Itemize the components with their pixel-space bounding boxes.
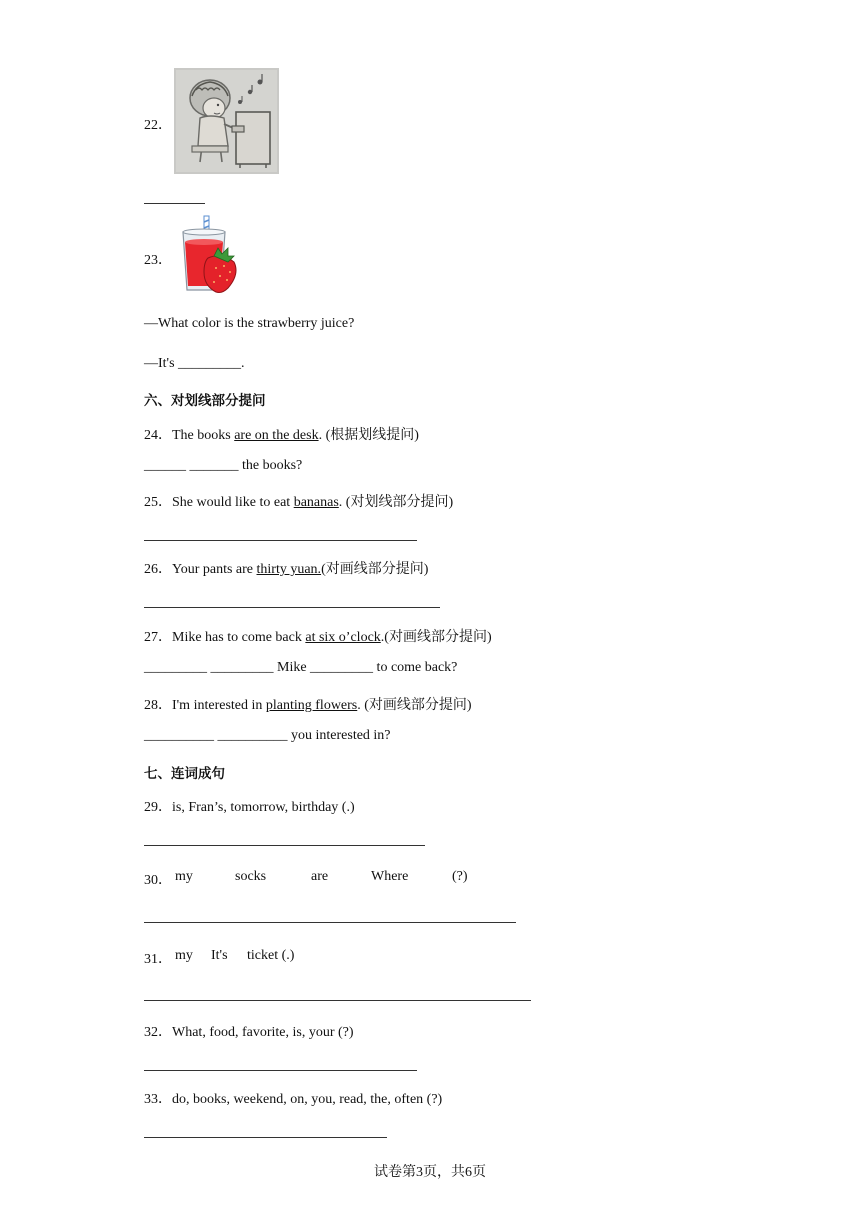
- question-25: [144, 491, 453, 511]
- question-32: [144, 1021, 354, 1041]
- question-33-answer-line: [144, 1137, 387, 1138]
- question-28-text-post: . (对画线部分提问): [357, 698, 472, 713]
- question-27-underlined: at six o’clock: [305, 630, 381, 645]
- question-28-underlined: planting flowers: [265, 698, 358, 713]
- question-24-answer: ______ _______ the books?: [144, 458, 303, 473]
- question-28-answer: __________ __________ you interested in?: [144, 728, 391, 743]
- question-32-text: What, food, favorite, is, your (?): [172, 1025, 354, 1040]
- question-28-text-pre: I'm interested in: [172, 698, 266, 713]
- question-33: [144, 1088, 442, 1108]
- question-26: [144, 558, 428, 578]
- question-24-underlined: are on the desk: [234, 428, 319, 443]
- question-32-answer-line: [144, 1070, 417, 1071]
- question-25-underlined: bananas: [293, 495, 339, 510]
- question-27-answer: _________ _________ Mike _________ to come back?: [144, 660, 458, 675]
- question-29-answer-line: [144, 845, 425, 846]
- question-31-number: 31．: [144, 952, 172, 967]
- question-30-word: are: [311, 869, 329, 884]
- question-24: [144, 424, 419, 444]
- question-24-number: 24．: [144, 428, 172, 443]
- boy-playing-piano-image: [174, 68, 279, 174]
- page-footer: 试卷第3页，共6页: [374, 1165, 486, 1180]
- question-28: [144, 694, 472, 714]
- strawberry-juice-image: [180, 214, 238, 296]
- question-25-text-post: . (对划线部分提问): [338, 495, 454, 510]
- question-31-word: my: [175, 948, 193, 963]
- question-33-number: 33．: [144, 1092, 172, 1107]
- question-30-word: socks: [235, 869, 267, 884]
- question-22-number: 22．: [144, 118, 172, 133]
- question-31-answer-line: [144, 1000, 531, 1001]
- question-27-number: 27．: [144, 630, 172, 645]
- question-30-number: 30．: [144, 873, 172, 888]
- question-23-answer: —It's _________.: [144, 356, 245, 371]
- question-26-underlined: thirty yuan.: [256, 562, 322, 577]
- question-26-text-post: (对画线部分提问): [321, 562, 429, 577]
- question-27-text-post: .(对画线部分提问): [380, 630, 492, 645]
- section-6-heading: 六、对划线部分提问: [144, 393, 266, 409]
- question-23-prompt: —What color is the strawberry juice?: [144, 316, 355, 331]
- question-27-text-pre: Mike has to come back: [172, 630, 306, 645]
- question-25-answer-line: [144, 540, 417, 541]
- question-29-number: 29．: [144, 800, 172, 815]
- question-24-text-pre: The books: [172, 428, 235, 443]
- question-33-text: do, books, weekend, on, you, read, the, often (?): [172, 1092, 443, 1107]
- question-29-text: is, Fran’s, tomorrow, birthday (.): [172, 800, 355, 815]
- question-30-word: my: [175, 869, 193, 884]
- question-22-answer-line: [144, 203, 205, 204]
- question-24-text-post: . (根据划线提问): [318, 428, 419, 443]
- question-31-word: It's: [211, 948, 228, 963]
- question-23-number: 23．: [144, 253, 172, 268]
- question-30-word: (?): [452, 869, 468, 884]
- question-26-text-pre: Your pants are: [172, 562, 257, 577]
- question-32-number: 32．: [144, 1025, 172, 1040]
- question-30-word: Where: [371, 869, 409, 884]
- question-31-word: ticket (.): [247, 948, 295, 963]
- question-25-text-pre: She would like to eat: [172, 495, 294, 510]
- section-7-heading: 七、连词成句: [144, 766, 225, 782]
- question-26-number: 26．: [144, 562, 172, 577]
- question-27: [144, 626, 492, 646]
- question-26-answer-line: [144, 607, 440, 608]
- question-30-answer-line: [144, 922, 516, 923]
- question-28-number: 28．: [144, 698, 172, 713]
- question-29: [144, 796, 355, 816]
- question-25-number: 25．: [144, 495, 172, 510]
